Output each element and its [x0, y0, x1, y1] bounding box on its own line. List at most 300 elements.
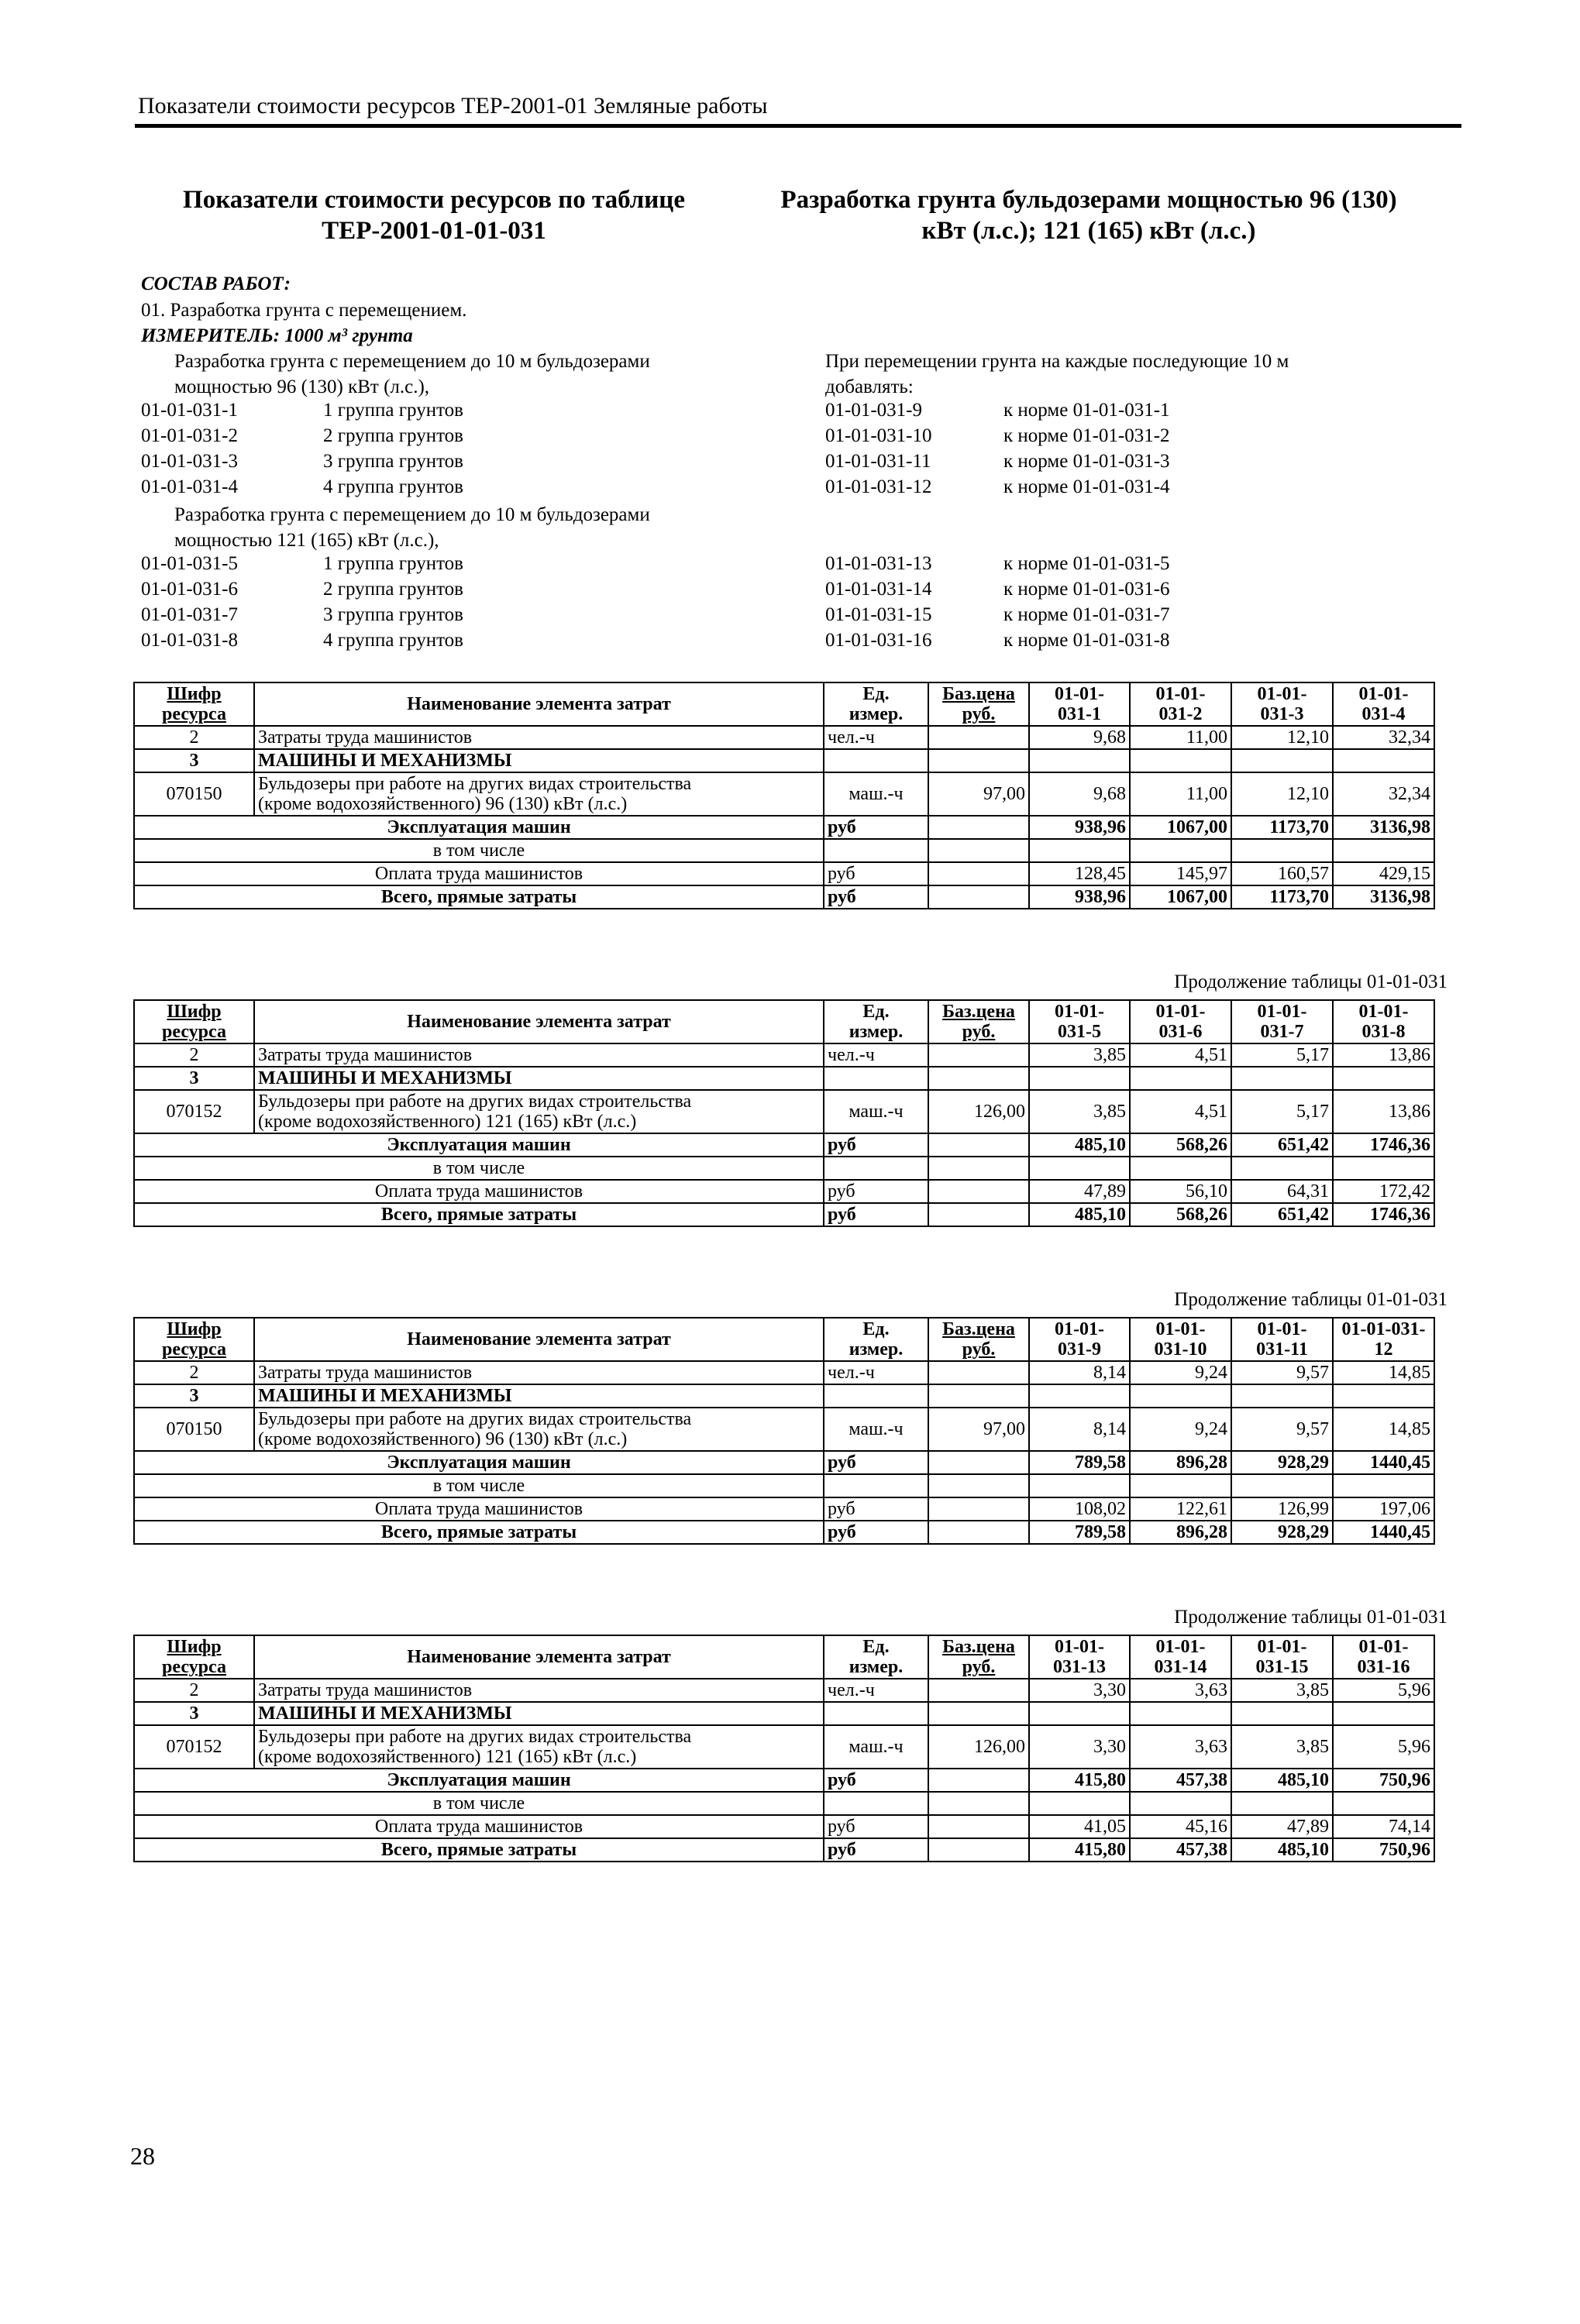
table-row: [134, 1408, 1434, 1451]
table-row: [134, 1521, 1434, 1544]
composition-name: к норме 01-01-031-4: [1003, 476, 1170, 497]
right-intro-line: При перемещении грунта на каждые последующие 10 м: [825, 351, 1289, 372]
value-cell: 457,38: [1130, 1769, 1231, 1792]
composition-name: к норме 01-01-031-1: [1003, 400, 1170, 421]
composition-code: 01-01-031-8: [141, 630, 238, 651]
table-row: [134, 816, 1434, 839]
row-name: Всего, прямые затраты: [134, 1521, 824, 1544]
value-cell: 485,10: [1029, 1133, 1130, 1157]
value-cell: 3,85: [1029, 1043, 1130, 1067]
resource-table: [133, 999, 1435, 1227]
value-cell: 45,16: [1130, 1815, 1231, 1838]
value-cell: 9,57: [1231, 1361, 1333, 1384]
value-cell: 13,86: [1333, 1090, 1434, 1133]
value-cell: 145,97: [1130, 862, 1231, 885]
header-price: Баз.цена руб.: [928, 1000, 1029, 1043]
row-unit: руб: [824, 1203, 928, 1226]
table-row: [134, 749, 1434, 772]
composition-code: 01-01-031-1: [141, 400, 238, 421]
composition-name: к норме 01-01-031-5: [1003, 553, 1170, 574]
value-cell: [1231, 749, 1333, 772]
row-name: Эксплуатация машин: [134, 816, 824, 839]
row-code: 070152: [134, 1090, 254, 1133]
row-name: в том числе: [134, 1792, 824, 1815]
header-price: Баз.цена руб.: [928, 682, 1029, 726]
row-unit: руб: [824, 1838, 928, 1862]
row-price: [928, 1043, 1029, 1067]
composition-code: 01-01-031-15: [825, 604, 932, 625]
header-norm: 01-01- 031-5: [1029, 1000, 1130, 1043]
table-row: [134, 862, 1434, 885]
value-cell: 11,00: [1130, 726, 1231, 749]
row-code: 2: [134, 726, 254, 749]
composition-name: 4 группа грунтов: [323, 476, 463, 497]
value-cell: 938,96: [1029, 816, 1130, 839]
value-cell: [1029, 1157, 1130, 1180]
row-unit: [824, 749, 928, 772]
right-intro-line: добавлять:: [825, 376, 914, 397]
header-name: Наименование элемента затрат: [254, 682, 824, 726]
row-price: [928, 885, 1029, 909]
value-cell: [1029, 1702, 1130, 1725]
table-header-row: [134, 1635, 1434, 1679]
table-row: [134, 1361, 1434, 1384]
value-cell: 568,26: [1130, 1133, 1231, 1157]
row-unit: чел.-ч: [824, 1361, 928, 1384]
header-unit: Ед. измер.: [824, 682, 928, 726]
value-cell: [1029, 749, 1130, 772]
composition-code: 01-01-031-12: [825, 476, 932, 497]
value-cell: 896,28: [1130, 1451, 1231, 1474]
row-name: в том числе: [134, 839, 824, 862]
header-name: Наименование элемента затрат: [254, 1635, 824, 1679]
value-cell: [1333, 1792, 1434, 1815]
table-row: [134, 1180, 1434, 1203]
row-name: Затраты труда машинистов: [254, 726, 824, 749]
header-code: Шифр ресурса: [134, 1000, 254, 1043]
table-row: [134, 1133, 1434, 1157]
row-code: 3: [134, 1067, 254, 1090]
table-row: [134, 1497, 1434, 1521]
row-code: 2: [134, 1043, 254, 1067]
row-price: [928, 1838, 1029, 1862]
title-right-line: кВт (л.с.); 121 (165) кВт (л.с.): [921, 217, 1256, 245]
row-code: 2: [134, 1361, 254, 1384]
row-price: [928, 1792, 1029, 1815]
header-name: Наименование элемента затрат: [254, 1318, 824, 1361]
header-norm: 01-01- 031-15: [1231, 1635, 1333, 1679]
value-cell: [1231, 1157, 1333, 1180]
value-cell: 197,06: [1333, 1497, 1434, 1521]
title-right: [740, 184, 1437, 246]
value-cell: 1746,36: [1333, 1133, 1434, 1157]
header-name: Наименование элемента затрат: [254, 1000, 824, 1043]
table-row: [134, 1203, 1434, 1226]
value-cell: 1440,45: [1333, 1521, 1434, 1544]
continuation-label: Продолжение таблицы 01-01-031: [1174, 1607, 1447, 1628]
table-header-row: [134, 1318, 1434, 1361]
row-price: [928, 1361, 1029, 1384]
value-cell: [1231, 1067, 1333, 1090]
value-cell: 4,51: [1130, 1090, 1231, 1133]
continuation-label: Продолжение таблицы 01-01-031: [1174, 1289, 1447, 1310]
header-norm: 01-01- 031-10: [1130, 1318, 1231, 1361]
composition-code: 01-01-031-14: [825, 579, 932, 600]
value-cell: 789,58: [1029, 1521, 1130, 1544]
row-unit: руб: [824, 1497, 928, 1521]
value-cell: 1173,70: [1231, 885, 1333, 909]
composition-code: 01-01-031-6: [141, 579, 238, 600]
value-cell: 13,86: [1333, 1043, 1434, 1067]
header-norm: 01-01- 031-14: [1130, 1635, 1231, 1679]
row-price: [928, 1180, 1029, 1203]
page-header: Показатели стоимости ресурсов ТЕР-2001-01 Земляные работы: [138, 93, 768, 119]
value-cell: 8,14: [1029, 1408, 1130, 1451]
table-header-row: [134, 682, 1434, 726]
table-row: [134, 1769, 1434, 1792]
value-cell: [1333, 1702, 1434, 1725]
row-price: [928, 1815, 1029, 1838]
value-cell: 1746,36: [1333, 1203, 1434, 1226]
table-row: [134, 1474, 1434, 1497]
value-cell: 789,58: [1029, 1451, 1130, 1474]
row-name: в том числе: [134, 1474, 824, 1497]
header-norm: 01-01- 031-2: [1130, 682, 1231, 726]
left-block2-line: мощностью 121 (165) кВт (л.с.),: [174, 530, 439, 551]
value-cell: 568,26: [1130, 1203, 1231, 1226]
table-row: [134, 1792, 1434, 1815]
table-row: [134, 1067, 1434, 1090]
composition-code: 01-01-031-4: [141, 476, 238, 497]
title-left: [139, 184, 728, 246]
value-cell: 5,96: [1333, 1725, 1434, 1769]
value-cell: [1130, 1067, 1231, 1090]
row-name: Затраты труда машинистов: [254, 1361, 824, 1384]
row-price: [928, 1497, 1029, 1521]
row-price: [928, 1521, 1029, 1544]
row-name: Оплата труда машинистов: [134, 1497, 824, 1521]
row-unit: [824, 1702, 928, 1725]
row-code: 070150: [134, 1408, 254, 1451]
value-cell: 3,63: [1130, 1679, 1231, 1702]
value-cell: 415,80: [1029, 1769, 1130, 1792]
row-unit: маш.-ч: [824, 1725, 928, 1769]
value-cell: 74,14: [1333, 1815, 1434, 1838]
row-price: [928, 816, 1029, 839]
row-price: [928, 1133, 1029, 1157]
row-price: [928, 839, 1029, 862]
header-norm: 01-01- 031-3: [1231, 682, 1333, 726]
row-name: Оплата труда машинистов: [134, 862, 824, 885]
title-left-line: ТЕР-2001-01-01-031: [322, 217, 546, 245]
value-cell: 896,28: [1130, 1521, 1231, 1544]
header-norm: 01-01- 031-16: [1333, 1635, 1434, 1679]
value-cell: 122,61: [1130, 1497, 1231, 1521]
header-norm: 01-01-031- 12: [1333, 1318, 1434, 1361]
value-cell: [1333, 749, 1434, 772]
row-unit: [824, 1067, 928, 1090]
row-name: Бульдозеры при работе на других видах строительства (кроме водохозяйственного) 121 (165) кВт (л.с.): [254, 1725, 824, 1769]
header-code: Шифр ресурса: [134, 1318, 254, 1361]
value-cell: 3,30: [1029, 1679, 1130, 1702]
header-price: Баз.цена руб.: [928, 1635, 1029, 1679]
value-cell: 457,38: [1130, 1838, 1231, 1862]
table-row: [134, 1679, 1434, 1702]
table-row: [134, 1702, 1434, 1725]
value-cell: [1130, 1157, 1231, 1180]
value-cell: [1130, 839, 1231, 862]
table-row: [134, 1725, 1434, 1769]
row-unit: [824, 1792, 928, 1815]
row-name: Бульдозеры при работе на других видах строительства (кроме водохозяйственного) 96 (130) кВт (л.с.): [254, 772, 824, 816]
row-price: [928, 1157, 1029, 1180]
value-cell: 3,30: [1029, 1725, 1130, 1769]
row-name: Оплата труда машинистов: [134, 1180, 824, 1203]
value-cell: 5,96: [1333, 1679, 1434, 1702]
composition-code: 01-01-031-11: [825, 451, 931, 472]
value-cell: 9,68: [1029, 772, 1130, 816]
value-cell: 4,51: [1130, 1043, 1231, 1067]
value-cell: 1440,45: [1333, 1451, 1434, 1474]
value-cell: [1333, 839, 1434, 862]
table-header-row: [134, 1000, 1434, 1043]
left-block1-line: Разработка грунта с перемещением до 10 м бульдозерами: [174, 351, 650, 372]
value-cell: 41,05: [1029, 1815, 1130, 1838]
value-cell: 3136,98: [1333, 885, 1434, 909]
value-cell: [1231, 1384, 1333, 1408]
composition-name: к норме 01-01-031-6: [1003, 579, 1170, 600]
row-name: Бульдозеры при работе на других видах строительства (кроме водохозяйственного) 96 (130) кВт (л.с.): [254, 1408, 824, 1451]
row-name: Затраты труда машинистов: [254, 1043, 824, 1067]
composition-code: 01-01-031-5: [141, 553, 238, 574]
header-norm: 01-01- 031-6: [1130, 1000, 1231, 1043]
value-cell: 928,29: [1231, 1451, 1333, 1474]
value-cell: 651,42: [1231, 1203, 1333, 1226]
value-cell: 3,63: [1130, 1725, 1231, 1769]
table-row: [134, 772, 1434, 816]
composition-code: 01-01-031-10: [825, 425, 932, 446]
row-price: [928, 862, 1029, 885]
row-price: [928, 1702, 1029, 1725]
value-cell: 415,80: [1029, 1838, 1130, 1862]
header-norm: 01-01- 031-7: [1231, 1000, 1333, 1043]
composition-name: 2 группа грунтов: [323, 425, 463, 446]
composition-name: к норме 01-01-031-2: [1003, 425, 1170, 446]
value-cell: 485,10: [1231, 1838, 1333, 1862]
row-price: [928, 1384, 1029, 1408]
value-cell: 3,85: [1231, 1725, 1333, 1769]
value-cell: 651,42: [1231, 1133, 1333, 1157]
row-unit: чел.-ч: [824, 1679, 928, 1702]
row-unit: маш.-ч: [824, 1090, 928, 1133]
composition-code: 01-01-031-7: [141, 604, 238, 625]
value-cell: 32,34: [1333, 726, 1434, 749]
resource-table: [133, 682, 1435, 909]
value-cell: 928,29: [1231, 1521, 1333, 1544]
table-row: [134, 1043, 1434, 1067]
value-cell: [1231, 1702, 1333, 1725]
row-code: 3: [134, 1384, 254, 1408]
value-cell: 11,00: [1130, 772, 1231, 816]
continuation-label: Продолжение таблицы 01-01-031: [1174, 971, 1447, 992]
value-cell: [1130, 1792, 1231, 1815]
value-cell: [1029, 1067, 1130, 1090]
value-cell: [1231, 839, 1333, 862]
row-unit: руб: [824, 816, 928, 839]
row-price: [928, 749, 1029, 772]
row-name: Всего, прямые затраты: [134, 1838, 824, 1862]
value-cell: [1029, 1384, 1130, 1408]
header-norm: 01-01- 031-1: [1029, 682, 1130, 726]
row-unit: руб: [824, 1815, 928, 1838]
composition-name: к норме 01-01-031-8: [1003, 630, 1170, 651]
value-cell: 429,15: [1333, 862, 1434, 885]
value-cell: [1130, 749, 1231, 772]
value-cell: 9,57: [1231, 1408, 1333, 1451]
value-cell: [1333, 1474, 1434, 1497]
value-cell: 485,10: [1029, 1203, 1130, 1226]
value-cell: 3,85: [1231, 1679, 1333, 1702]
composition-item: 01. Разработка грунта с перемещением.: [141, 300, 467, 321]
value-cell: [1130, 1384, 1231, 1408]
composition-heading: СОСТАВ РАБОТ:: [141, 273, 291, 294]
header-norm: 01-01- 031-8: [1333, 1000, 1434, 1043]
row-name: МАШИНЫ И МЕХАНИЗМЫ: [254, 1702, 824, 1725]
row-unit: [824, 1474, 928, 1497]
composition-name: 3 группа грунтов: [323, 604, 463, 625]
row-name: Оплата труда машинистов: [134, 1815, 824, 1838]
header-unit: Ед. измер.: [824, 1000, 928, 1043]
header-unit: Ед. измер.: [824, 1635, 928, 1679]
value-cell: 47,89: [1231, 1815, 1333, 1838]
row-unit: руб: [824, 1769, 928, 1792]
composition-meter: ИЗМЕРИТЕЛЬ: 1000 м³ грунта: [141, 325, 413, 346]
composition-code: 01-01-031-9: [825, 400, 922, 421]
composition-name: к норме 01-01-031-3: [1003, 451, 1170, 472]
header-code: Шифр ресурса: [134, 682, 254, 726]
value-cell: 485,10: [1231, 1769, 1333, 1792]
page-number: 28: [130, 2142, 155, 2170]
value-cell: 126,99: [1231, 1497, 1333, 1521]
value-cell: 3,85: [1029, 1090, 1130, 1133]
value-cell: 5,17: [1231, 1090, 1333, 1133]
value-cell: [1231, 1474, 1333, 1497]
value-cell: 12,10: [1231, 726, 1333, 749]
value-cell: 47,89: [1029, 1180, 1130, 1203]
value-cell: 64,31: [1231, 1180, 1333, 1203]
row-code: 3: [134, 1702, 254, 1725]
value-cell: 128,45: [1029, 862, 1130, 885]
left-block1-line: мощностью 96 (130) кВт (л.с.),: [174, 376, 430, 397]
value-cell: [1130, 1474, 1231, 1497]
row-price: [928, 1203, 1029, 1226]
row-unit: руб: [824, 1451, 928, 1474]
composition-name: 2 группа грунтов: [323, 579, 463, 600]
value-cell: [1130, 1702, 1231, 1725]
value-cell: 12,10: [1231, 772, 1333, 816]
header-norm: 01-01- 031-11: [1231, 1318, 1333, 1361]
row-unit: руб: [824, 1180, 928, 1203]
row-name: МАШИНЫ И МЕХАНИЗМЫ: [254, 1384, 824, 1408]
row-name: в том числе: [134, 1157, 824, 1180]
row-name: Эксплуатация машин: [134, 1451, 824, 1474]
value-cell: 938,96: [1029, 885, 1130, 909]
table-row: [134, 1090, 1434, 1133]
title-right-line: Разработка грунта бульдозерами мощностью 96 (130): [780, 186, 1397, 214]
row-unit: руб: [824, 1521, 928, 1544]
row-price: 126,00: [928, 1725, 1029, 1769]
header-norm: 01-01- 031-4: [1333, 682, 1434, 726]
value-cell: 32,34: [1333, 772, 1434, 816]
value-cell: 1067,00: [1130, 816, 1231, 839]
composition-name: 4 группа грунтов: [323, 630, 463, 651]
value-cell: [1029, 1474, 1130, 1497]
row-price: [928, 1679, 1029, 1702]
row-code: 070152: [134, 1725, 254, 1769]
header-norm: 01-01- 031-9: [1029, 1318, 1130, 1361]
table-row: [134, 726, 1434, 749]
row-price: [928, 1067, 1029, 1090]
value-cell: 750,96: [1333, 1769, 1434, 1792]
header-price: Баз.цена руб.: [928, 1318, 1029, 1361]
value-cell: [1029, 839, 1130, 862]
row-name: Эксплуатация машин: [134, 1133, 824, 1157]
table-row: [134, 1157, 1434, 1180]
value-cell: [1333, 1157, 1434, 1180]
row-code: 3: [134, 749, 254, 772]
value-cell: 3136,98: [1333, 816, 1434, 839]
resource-table: [133, 1317, 1435, 1545]
row-unit: чел.-ч: [824, 726, 928, 749]
value-cell: 172,42: [1333, 1180, 1434, 1203]
row-unit: [824, 1157, 928, 1180]
title-left-line: Показатели стоимости ресурсов по таблице: [183, 186, 685, 214]
table-row: [134, 1815, 1434, 1838]
row-name: Затраты труда машинистов: [254, 1679, 824, 1702]
row-unit: руб: [824, 885, 928, 909]
value-cell: 9,68: [1029, 726, 1130, 749]
value-cell: 160,57: [1231, 862, 1333, 885]
row-unit: руб: [824, 862, 928, 885]
row-unit: маш.-ч: [824, 1408, 928, 1451]
row-price: [928, 1451, 1029, 1474]
composition-name: 1 группа грунтов: [323, 400, 463, 421]
header-unit: Ед. измер.: [824, 1318, 928, 1361]
row-price: 97,00: [928, 772, 1029, 816]
row-price: [928, 1474, 1029, 1497]
resource-table: [133, 1635, 1435, 1862]
value-cell: [1333, 1067, 1434, 1090]
row-name: Бульдозеры при работе на других видах строительства (кроме водохозяйственного) 121 (165) кВт (л.с.): [254, 1090, 824, 1133]
value-cell: [1333, 1384, 1434, 1408]
value-cell: 8,14: [1029, 1361, 1130, 1384]
value-cell: 1067,00: [1130, 885, 1231, 909]
row-price: [928, 726, 1029, 749]
header-code: Шифр ресурса: [134, 1635, 254, 1679]
value-cell: 9,24: [1130, 1408, 1231, 1451]
value-cell: 1173,70: [1231, 816, 1333, 839]
row-unit: маш.-ч: [824, 772, 928, 816]
table-row: [134, 839, 1434, 862]
row-name: Всего, прямые затраты: [134, 885, 824, 909]
composition-name: 1 группа грунтов: [323, 553, 463, 574]
row-price: 126,00: [928, 1090, 1029, 1133]
left-block2-line: Разработка грунта с перемещением до 10 м бульдозерами: [174, 504, 650, 525]
row-unit: руб: [824, 1133, 928, 1157]
row-unit: [824, 839, 928, 862]
value-cell: 9,24: [1130, 1361, 1231, 1384]
header-rule: [135, 124, 1461, 128]
